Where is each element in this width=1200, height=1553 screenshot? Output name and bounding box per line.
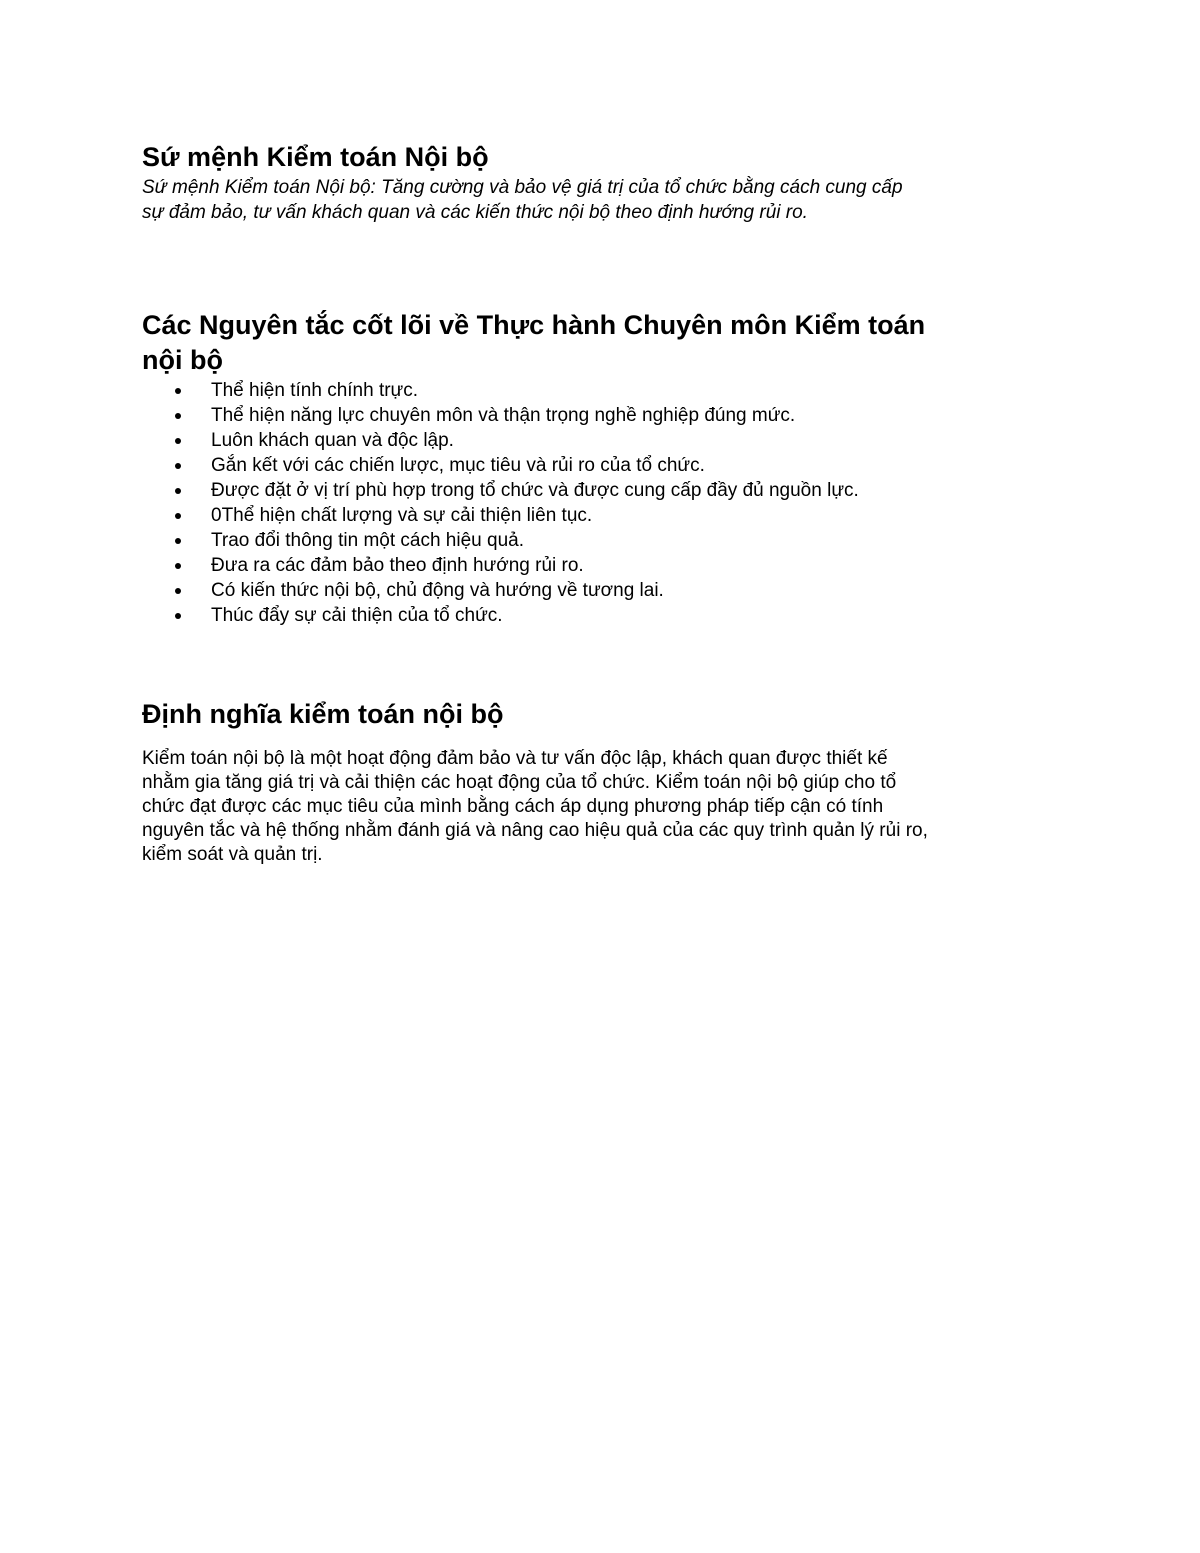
list-item: Thể hiện tính chính trực. — [142, 378, 942, 403]
list-item: Được đặt ở vị trí phù hợp trong tổ chức và được cung cấp đầy đủ nguồn lực. — [142, 478, 942, 503]
list-item: Gắn kết với các chiến lược, mục tiêu và rủi ro của tổ chức. — [142, 453, 942, 478]
list-item: Đưa ra các đảm bảo theo định hướng rủi ro. — [142, 553, 942, 578]
list-item: 0Thể hiện chất lượng và sự cải thiện liên tục. — [142, 503, 942, 528]
definition-heading: Định nghĩa kiểm toán nội bộ — [142, 699, 504, 729]
list-item: Có kiến thức nội bộ, chủ động và hướng về tương lai. — [142, 578, 942, 603]
list-item: Trao đổi thông tin một cách hiệu quả. — [142, 528, 942, 553]
principles-list — [142, 378, 942, 628]
principles-heading: Các Nguyên tắc cốt lõi về Thực hành Chuyên môn Kiểm toán nội bộ — [142, 310, 926, 375]
list-item: Thúc đẩy sự cải thiện của tổ chức. — [142, 603, 942, 628]
mission-heading: Sứ mệnh Kiểm toán Nội bộ — [142, 142, 489, 172]
definition-text: Kiểm toán nội bộ là một hoạt động đảm bảo và tư vấn độc lập, khách quan được thiết kế nhằm gia tăng giá trị và cải thiện các hoạt động của tổ chức. Kiểm toán nội bộ giúp cho tổ chức đạt được các mục tiêu của mình bằng cách áp dụng phương pháp tiếp cận có tính nguyên tắc và hệ thống nhằm đánh giá và nâng cao hiệu quả của các quy trình quản lý rủi ro, kiểm soát và quản trị. — [142, 748, 928, 865]
list-item: Thể hiện năng lực chuyên môn và thận trọng nghề nghiệp đúng mức. — [142, 403, 942, 428]
list-item: Luôn khách quan và độc lập. — [142, 428, 942, 453]
mission-text: Sứ mệnh Kiểm toán Nội bộ: Tăng cường và bảo vệ giá trị của tổ chức bằng cách cung cấp sự đảm bảo, tư vấn khách quan và các kiến thức nội bộ theo định hướng rủi ro. — [142, 177, 903, 223]
